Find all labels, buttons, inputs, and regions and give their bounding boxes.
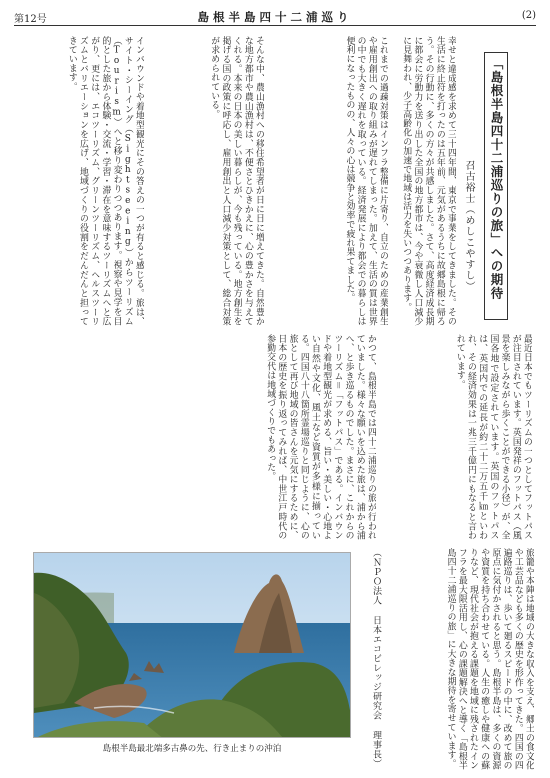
body-column-6: かつて、島根半島では四十二浦巡りの旅が行われていました。様々な願いを込めた旅は、浦から浦へ、と歩き巡るものでした。まさに、これからのツーリズム＝「フットパス」である。インバウンドや着地型観光が求める、旨い・美しい・心地よい自然や文化、風土など資質が多様に揃っている。四国八十八箇所霊場巡りと同じように、心の旅として再び地域の皆さんを元気にするために、日本の歴史を振り返ってみれば、中世江戸時代の参勤交代は地域づくりでもあった。	[265, 334, 376, 540]
body-column-4: インバウンドや着地型観光にその答えの一つが有ると感じる。旅は、サイト・シーイング（Sightseeing）からツーリズム（Tourism）へと移り変わりつつあります。視察や見学を目的とした旅から体験・交流・学習・滞在を意味するツーリズムへと広がり、更には、エコツーリズム、グリーンツーリズム、ヘルスツーリズムとバリエーションを広げ、地域づくりの役割をだんだんと担ってきています。	[66, 36, 144, 326]
body-column-5: 最近日本でもツーリズムの一つとしてフットパスが注目されています。英国発祥のフットパス（風景を楽しみながら歩くことができる小径）が、全国各地で設定されています。英国のフットパスは、英国内での延長が約二十二万五千㎞といわれ、その経済効果は一兆三千億円にもなると言われています。	[454, 334, 532, 540]
coastline-photo	[33, 552, 351, 738]
page-number: (2)	[521, 10, 536, 21]
article-title: 「島根半島四十二浦巡りの旅」への期待	[489, 57, 504, 300]
body-column-2: これまでの過疎対策はインフラ整備に片寄り、自立のための産業創生や雇用創出への取り組みが遅れてしまった。加えて、生活の質は世界の中でも大きく遅れを取っている。経済発展により都会での暮らしは便利になったものの、人々の心は競争と効率で疲れ果てました。	[344, 36, 388, 326]
series-title: 島根半島四十二浦巡り	[197, 10, 353, 24]
author-name: 召古裕士（めしこやすし）	[463, 160, 474, 292]
article-title-box	[484, 52, 508, 320]
body-column-8	[18, 334, 196, 540]
photo-caption: 島根半島最北端多古鼻の先、行き止まりの沖泊	[102, 744, 282, 754]
author-affiliation: （ＮＰＯ法人 日本エコビレッジ研究会 理事長）	[371, 548, 381, 769]
body-column-7: 旅籠や本陣は地域の大きな収入を支え、郷土の食文化や工芸品なども多くの歴史を形作ってきた。四国の四遍路巡りは、歩いて廻るスピードの中に、改めて旅の原点に気付かされると思う。島根半島は、多くの資源や資質を持ち合わせている。人生の癒しや健康への蘇りなど、現代社会が抱える課題を地域に残されたインフラを最大限活用し、心の課題解決へと導く「島根半島四十二浦巡りの旅」に大きな期待を寄せています。	[445, 548, 534, 770]
issue-number: 第12号	[14, 14, 47, 25]
rock-headland-illustration	[34, 553, 351, 738]
body-column-1: 幸せと違成感を求めて三十四年間、東京で事業をしてきました。その生活に終止符を打ったのは五年前、元気があるうちに故郷島根に帰ろう。その行動に、多くの方々が共感しました。さて、高度経済成長期に都会に労動力を送り出した全国の地方都市は、今や衰微し人口減少に見舞われ、少子高齢化の加速で地域は活力を失いつつあります。	[401, 36, 456, 326]
body-column-3: そんな中、農山漁村への移住希望者が日に日に増えてきた。自然豊かな地方都市や農山漁村は、不便さとひきかえに、心の豊かさを与えてくれる。本来の日本の美しい暮らしが、今も残っている。地方創生を掲げる国の政策に呼応し、雇用創出と人口減少対策として、総合対策が求められている。	[209, 36, 264, 326]
page-header	[14, 8, 536, 26]
